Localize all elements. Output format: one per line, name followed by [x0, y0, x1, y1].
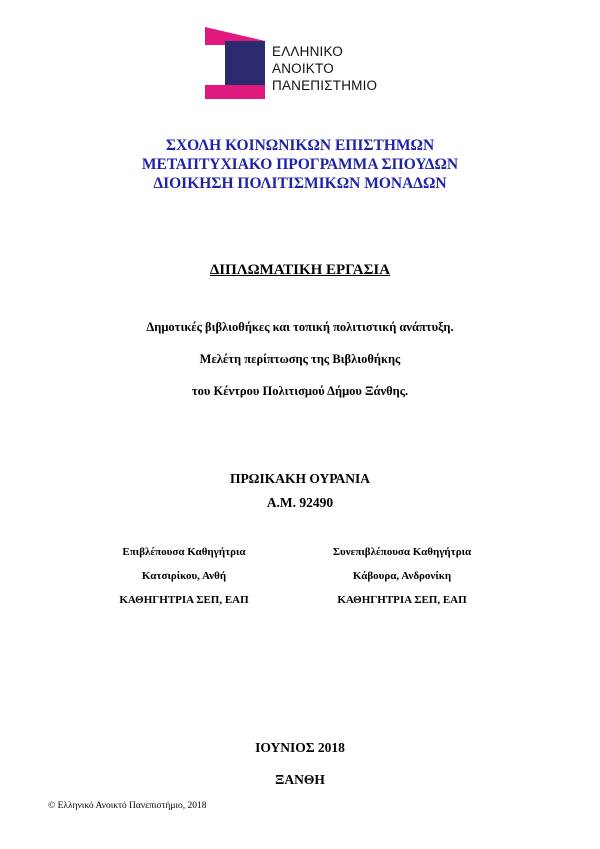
supervisor-role: Επιβλέπουσα Καθηγήτρια	[122, 546, 246, 558]
thesis-type-heading: ΔΙΠΛΩΜΑΤΙΚΗ ΕΡΓΑΣΙΑ	[209, 262, 391, 278]
submission-place: ΞΑΝΘΗ	[275, 772, 325, 787]
copyright-notice: © Ελληνικό Ανοικτό Πανεπιστήμιο, 2018	[48, 801, 207, 811]
logo-text-line1: ΕΛΛΗΝΙΚΟ	[272, 44, 343, 59]
co-supervisor-title: ΚΑΘΗΓΗΤΡΙΑ ΣΕΠ, ΕΑΠ	[337, 594, 467, 606]
logo-text-line3: ΠΑΝΕΠΙΣΤΗΜΙΟ	[272, 78, 378, 93]
co-supervisor-name: Κάβουρα, Ανδρονίκη	[352, 570, 452, 582]
student-id: Α.Μ. 92490	[266, 495, 334, 510]
thesis-title-line2: Μελέτη περίπτωσης της Βιβλιοθήκης	[199, 352, 401, 366]
author-name: ΠΡΩΙΚΑΚΗ ΟΥΡΑΝΙΑ	[229, 471, 371, 486]
program-name: ΜΕΤΑΠΤΥΧΙΑΚΟ ΠΡΟΓΡΑΜΜΑ ΣΠΟΥΔΩΝ	[141, 156, 459, 173]
supervisor-title: ΚΑΘΗΓΗΤΡΙΑ ΣΕΠ, ΕΑΠ	[119, 594, 249, 606]
department-name: ΔΙΟΙΚΗΣΗ ΠΟΛΙΤΙΣΜΙΚΩΝ ΜΟΝΑΔΩΝ	[153, 175, 447, 192]
university-logo	[203, 27, 383, 99]
co-supervisor-role: Συνεπιβλέπουσα Καθηγήτρια	[332, 546, 472, 558]
submission-date: ΙΟΥΝΙΟΣ 2018	[255, 740, 345, 755]
school-name: ΣΧΟΛΗ ΚΟΙΝΩΝΙΚΩΝ ΕΠΙΣΤΗΜΩΝ	[165, 137, 435, 154]
logo-text-line2: ΑΝΟΙΚΤΟ	[272, 61, 334, 76]
logo-mark-icon	[203, 27, 267, 99]
thesis-title-line3: του Κέντρου Πολιτισμού Δήμου Ξάνθης.	[191, 384, 409, 398]
supervisor-name: Κατσιρίκου, Ανθή	[141, 570, 227, 582]
thesis-title-line1: Δημοτικές βιβλιοθήκες και τοπική πολιτιστική ανάπτυξη.	[146, 320, 454, 334]
